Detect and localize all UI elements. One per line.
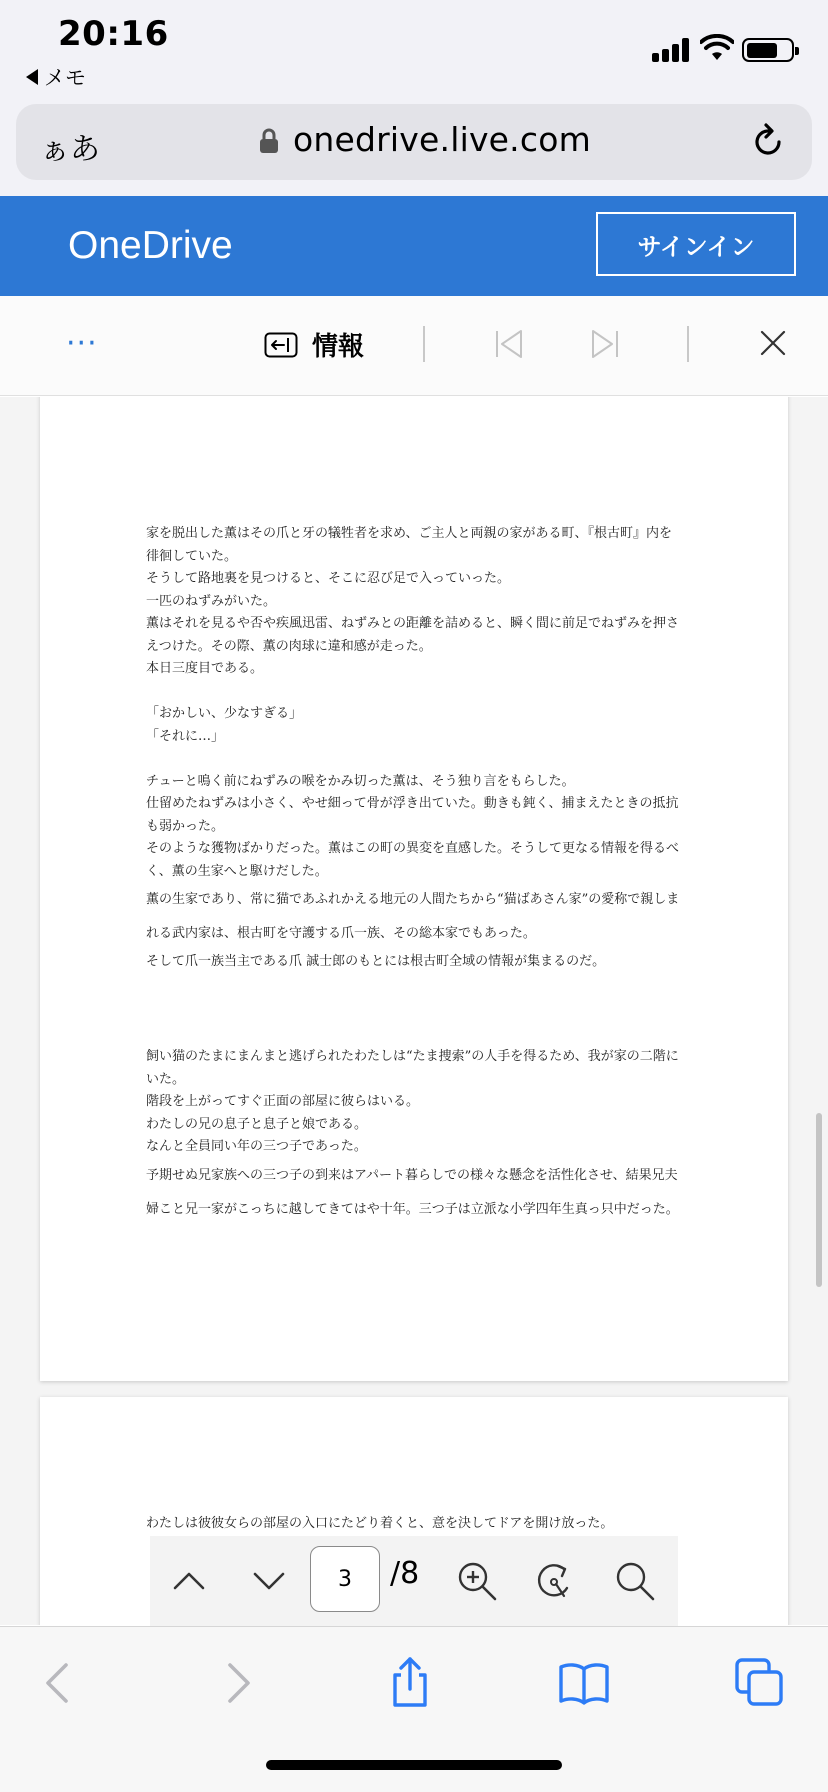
more-options-button[interactable]: ··· [66, 326, 98, 361]
status-time: 20:16 [58, 14, 169, 54]
onedrive-header [0, 196, 828, 296]
zoom-in-icon[interactable] [456, 1560, 498, 1602]
lock-icon [259, 128, 279, 154]
info-label: 情報 [312, 332, 365, 362]
paragraph: そして爪一族当主である爪 誠士郎のもとには根古町全域の情報が集まるのだ。 [146, 954, 606, 969]
back-triangle-icon [26, 69, 38, 85]
info-button[interactable] [264, 326, 364, 363]
paragraph: 「おかしい、少なすぎる」 [146, 706, 303, 721]
last-page-icon[interactable] [590, 329, 620, 359]
document-viewer[interactable] [0, 397, 828, 1625]
address-bar[interactable] [16, 104, 812, 180]
back-to-app-link[interactable] [26, 62, 86, 92]
back-app-label: メモ [44, 66, 86, 90]
toolbar-divider [423, 326, 425, 362]
bookmarks-icon[interactable] [558, 1657, 610, 1709]
info-panel-icon [264, 332, 298, 358]
paragraph: 薫はそれを見るや否や疾風迅雷、ねずみとの距離を詰めると、瞬く間に前足でねずみを押さえつけた。その際、薫の肉球に違和感が走った。 [146, 616, 680, 654]
share-icon[interactable] [384, 1657, 436, 1709]
page-navigation-bar [150, 1536, 678, 1628]
url-text[interactable]: onedrive.live.com [293, 120, 591, 159]
rotate-icon[interactable] [534, 1560, 576, 1602]
tabs-icon[interactable] [734, 1657, 786, 1709]
paragraph: そうして路地裏を見つけると、そこに忍び足で入っていった。 [146, 571, 511, 586]
paragraph: そのような獲物ばかりだった。薫はこの町の異変を直感した。そうして更なる情報を得るべく、薫の生家へと駆けだした。 [146, 841, 680, 879]
text-size-button[interactable]: ぁあ [40, 132, 100, 167]
page-number-input[interactable]: 3 [310, 1546, 380, 1612]
paragraph: 飼い猫のたまにまんまと逃げられたわたしは“たま捜索”の人手を得るため、我が家の二階にいた。 [146, 1049, 679, 1087]
battery-icon [742, 38, 794, 62]
first-page-icon[interactable] [494, 329, 524, 359]
paragraph: なんと全員同い年の三つ子であった。 [146, 1139, 367, 1154]
paragraph: 一匹のねずみがいた。 [146, 593, 277, 609]
document-page-3 [40, 397, 788, 1381]
paragraph: 「それに…」 [146, 728, 225, 744]
signin-button[interactable]: サインイン [596, 212, 796, 276]
previous-page-icon[interactable] [172, 1564, 206, 1598]
reload-icon[interactable] [748, 122, 788, 162]
signal-icon [652, 38, 692, 62]
home-indicator [266, 1760, 562, 1770]
wifi-icon [700, 34, 734, 62]
page-total-label: /8 [390, 1556, 420, 1591]
paragraph: 予期せぬ兄家族への三つ子の到来はアパート暮らしでの様々な懸念を活性化させ、結果兄夫婦こと兄一家がこっちに越してきてはや十年。三つ子は立派な小学四年生真っ只中だった。 [146, 1167, 679, 1217]
search-icon[interactable] [614, 1560, 656, 1602]
paragraph: チューと鳴く前にねずみの喉をかみ切った薫は、そう独り言をもらした。 [146, 773, 575, 789]
paragraph: 階段を上がってすぐ正面の部屋に彼らはいる。 [146, 1094, 420, 1109]
forward-icon[interactable] [210, 1657, 262, 1709]
paragraph: わたしは彼彼女らの部屋の入口にたどり着くと、意を決してドアを開け放った。 [146, 1516, 614, 1531]
paragraph: わたしの兄の息子と息子と娘である。 [146, 1116, 368, 1132]
onedrive-logo[interactable]: OneDrive [68, 224, 233, 267]
toolbar-divider [687, 326, 689, 362]
scrollbar-thumb[interactable] [816, 1113, 822, 1287]
paragraph: 仕留めたねずみは小さく、やせ細って骨が浮き出ていた。動きも鈍く、捕まえたときの抵抗も弱かった。 [146, 796, 679, 834]
close-icon[interactable] [758, 328, 788, 358]
next-page-icon[interactable] [252, 1564, 286, 1598]
page-text-block [146, 1513, 682, 1536]
back-icon[interactable] [34, 1657, 86, 1709]
address-bar-container [0, 96, 828, 196]
viewer-toolbar [0, 296, 828, 396]
page-text-block [146, 523, 682, 1227]
paragraph: 本日三度目である。 [146, 661, 264, 676]
paragraph: 家を脱出した薫はその爪と牙の犠牲者を求め、ご主人と両親の家がある町、『根古町』内を徘徊していた。 [146, 526, 672, 564]
status-bar [0, 0, 828, 96]
paragraph: 薫の生家であり、常に猫であふれかえる地元の人間たちから“猫ばあさん家”の愛称で親しまれる武内家は、根古町を守護する爪一族、その総本家でもあった。 [146, 892, 680, 941]
